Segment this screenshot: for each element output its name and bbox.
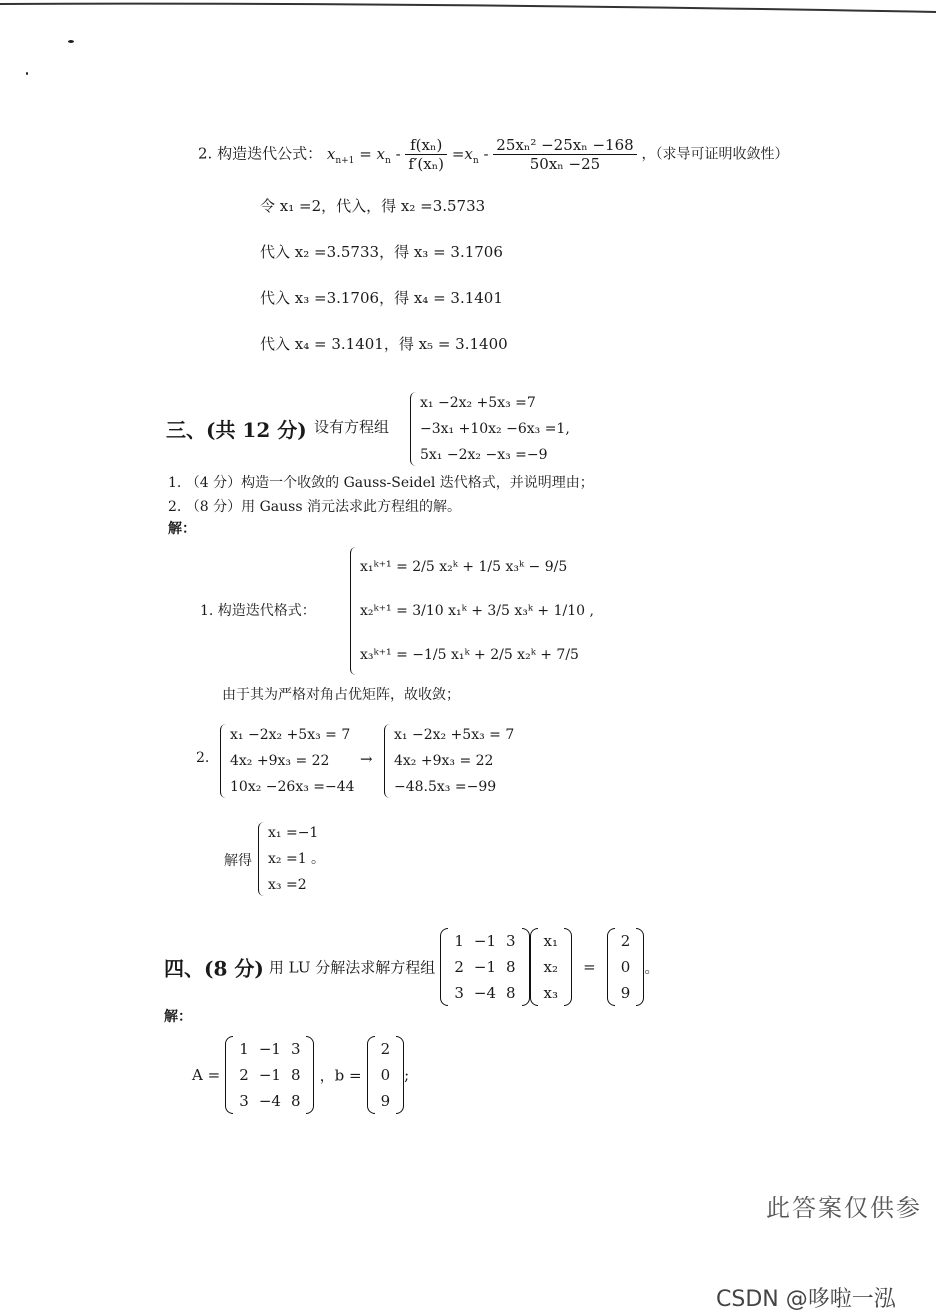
scan-edge-line [0,0,936,14]
convergence-reason: 由于其为严格对角占优矩阵，故收敛； [222,687,460,703]
b-end: ; [404,1066,410,1084]
result-system [268,820,325,898]
equation: −48.5x₃ =−99 [394,779,497,795]
scan-speck [26,72,28,75]
equation: −3x₁ +10x₂ −6x₃ =1, [420,421,570,437]
equals-sign: = [583,958,596,976]
section3-system [420,390,570,468]
section4-solution-label: 解： [164,1009,192,1025]
section4-definitions [192,1036,409,1114]
csdn-watermark: CSDN @哆啦一泓 [716,1287,896,1312]
section3-intro: 设有方程组 [314,418,390,436]
equation: x₁ −2x₂ +5x₃ = 7 [230,727,351,743]
sentence-end: 。 [644,958,660,977]
variable-vector: x₁ x₂ x₃ [530,928,572,1006]
coefficient-matrix: 1 −1 3 2 −1 8 3 −4 8 [440,928,529,1006]
scan-speck [68,40,74,43]
question-2: 2. （8 分）用 Gauss 消元法求此方程组的解。 [168,499,461,515]
step-line: 令 x₁ =2，代入，得 x₂ =3.5733 [260,197,486,215]
equation: 4x₂ +9x₃ = 22 [394,753,494,769]
iteration-formula: 2. 构造迭代公式： $x_{n+1} = x_n$ - $\frac{\text{f(xₙ)}}{\text{f′(xₙ)}}$ $=x_n$ - $\frac{\text{25xₙ² −25xₙ −168}}{\text{50xₙ −25}}$ ，（求导可证明收敛性） [198,136,789,173]
step-line: 代入 x₃ =3.1706，得 x₄ = 3.1401 [260,289,503,307]
arrow: → [360,750,373,768]
equation: 5x₁ −2x₂ −x₃ =−9 [420,447,548,463]
iteration-row: x₃ᵏ⁺¹ = −1/5 x₁ᵏ + 2/5 x₂ᵏ + 7/5 [360,647,579,663]
iteration-row: x₂ᵏ⁺¹ = 3/10 x₁ᵏ + 3/5 x₃ᵏ + 1/10 , [360,603,594,619]
equation: 10x₂ −26x₃ =−44 [230,779,355,795]
rhs-vector: 2 0 9 [607,928,645,1006]
a-label: A = [192,1066,221,1084]
equation: x₁ −2x₂ +5x₃ = 7 [394,727,515,743]
equation: x₁ =−1 [268,825,319,841]
step-line: 代入 x₂ =3.5733，得 x₃ = 3.1706 [260,243,503,261]
equation: 4x₂ +9x₃ = 22 [230,753,330,769]
b-label: ，b = [319,1066,362,1085]
iteration-label: 1. 构造迭代格式： [200,603,316,619]
convergence-note: ，（求导可证明收敛性） [641,146,789,163]
elimination-left-system [230,722,355,800]
question-1: 1. （4 分）构造一个收敛的 Gauss-Seidel 迭代格式，并说明理由； [168,475,594,491]
solution-label: 解： [168,521,196,537]
section3-heading: 三、(共 12 分) [166,418,307,442]
equation: x₃ =2 [268,877,307,893]
equation: x₁ −2x₂ +5x₃ =7 [420,395,536,411]
result-label: 解得 [224,853,252,869]
elimination-label: 2. [196,750,210,766]
step-line: 代入 x₄ = 3.1401，得 x₅ = 3.1400 [260,335,508,353]
formula-label: 2. 构造迭代公式： [198,144,323,163]
disclaimer-watermark: 此答案仅供参 [766,1194,922,1222]
fraction-expanded: $\frac{\text{25xₙ² −25xₙ −168}}{\text{50xₙ −25}}$ [493,136,636,173]
matrix-a: 1 −1 3 2 −1 8 3 −4 8 [225,1036,314,1114]
iteration-row: x₁ᵏ⁺¹ = 2/5 x₂ᵏ + 1/5 x₃ᵏ − 9/5 [360,559,568,575]
fraction-newton: $\frac{\text{f(xₙ)}}{\text{f′(xₙ)}}$ [405,136,447,173]
formula-lhs: $x_{n+1} = x_n$ - [326,144,401,166]
section4-problem [164,928,659,1006]
equation: x₂ =1 。 [268,851,326,867]
gauss-seidel-system [360,545,594,677]
elimination-right-system [394,722,514,800]
section4-heading: 四、(8 分) [164,956,264,981]
section4-intro: 用 LU 分解法求解方程组 [268,958,436,977]
vector-b: 2 0 9 [367,1036,405,1114]
